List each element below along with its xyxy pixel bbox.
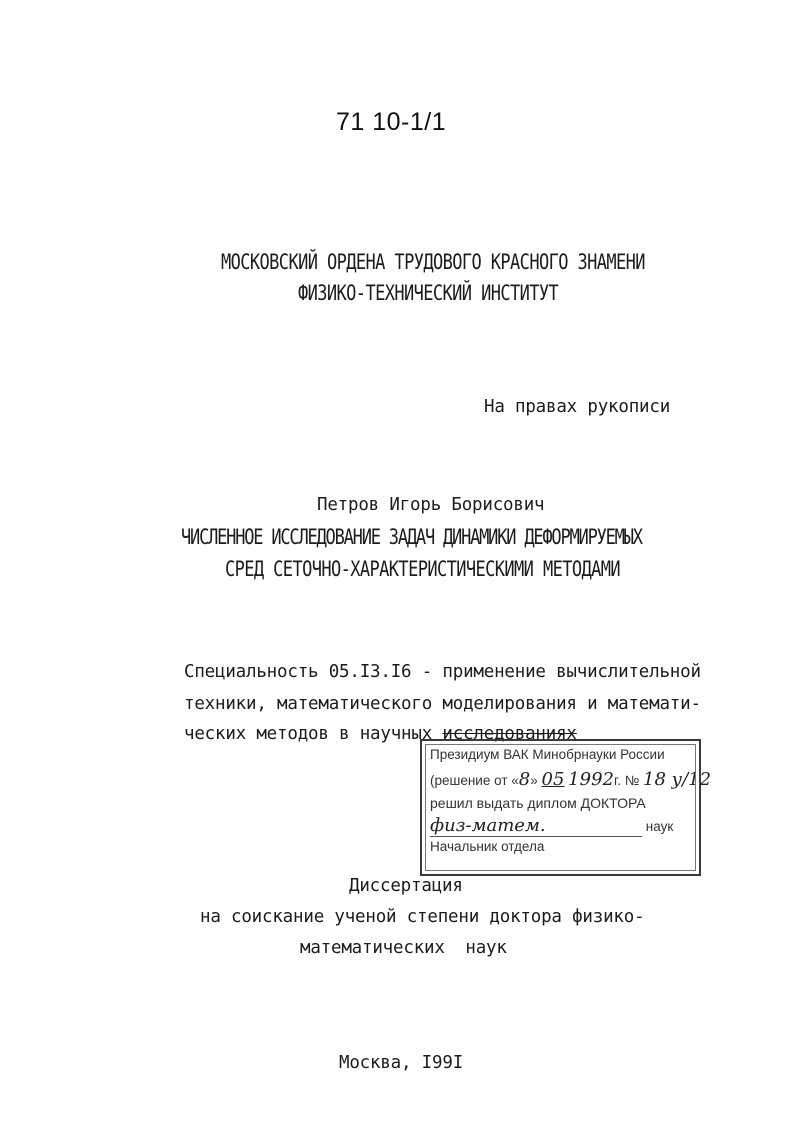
- specialty-line-1: Специальность 05.I3.I6 - применение вычислительной: [184, 662, 701, 682]
- dissertation-label: Диссертация: [349, 876, 463, 896]
- stamp-day: 8: [518, 769, 531, 790]
- dissertation-title-line-2: СРЕД СЕТОЧНО-ХАРАКТЕРИСТИЧЕСКИМИ МЕТОДАМИ: [225, 557, 621, 582]
- stamp-line-1: Президиум ВАК Минобрнауки России: [430, 747, 665, 762]
- stamp-line-5: Начальник отдела: [430, 839, 545, 854]
- stamp-year: 1992: [568, 769, 614, 790]
- vak-stamp: [420, 739, 712, 876]
- author-name: Петров Игорь Борисович: [317, 495, 545, 515]
- specialty-line-3-start: ческих методов в научных: [184, 724, 433, 744]
- stamp-number: 18 у/12: [643, 769, 712, 790]
- dissertation-title-line-1: ЧИСЛЕННОЕ ИССЛЕДОВАНИЕ ЗАДАЧ ДИНАМИКИ ДЕФОРМИРУЕМЫХ: [181, 525, 642, 550]
- stamp-date-mid: »: [530, 773, 538, 788]
- stamp-science-word: наук: [645, 819, 674, 834]
- dissertation-degree-line-1: на соискание ученой степени доктора физико-: [200, 907, 645, 927]
- specialty-line-2: техники, математического моделирования и математи-: [184, 694, 701, 714]
- stamp-month: 05: [541, 769, 565, 790]
- manuscript-rights: На правах рукописи: [484, 397, 671, 417]
- specialty-line-3-end: исследованиях: [442, 724, 577, 744]
- stamp-line-4: [430, 815, 692, 837]
- stamp-line-3: решил выдать диплом ДОКТОРА: [430, 795, 646, 811]
- stamp-line-2: [430, 769, 711, 790]
- stamp-number-prefix: г. №: [613, 773, 640, 788]
- institute-line-2: ФИЗИКО-ТЕХНИЧЕСКИЙ ИНСТИТУТ: [298, 281, 559, 306]
- stamp-field: физ-матем.: [430, 815, 642, 837]
- archive-code: 71 10-1/1: [336, 108, 447, 136]
- place-and-year: Москва, I99I: [339, 1053, 464, 1073]
- dissertation-degree-line-2: математических наук: [300, 938, 507, 958]
- institute-line-1: МОСКОВСКИЙ ОРДЕНА ТРУДОВОГО КРАСНОГО ЗНАМЕНИ: [221, 250, 645, 275]
- stamp-date-prefix: (решение от «: [430, 773, 519, 788]
